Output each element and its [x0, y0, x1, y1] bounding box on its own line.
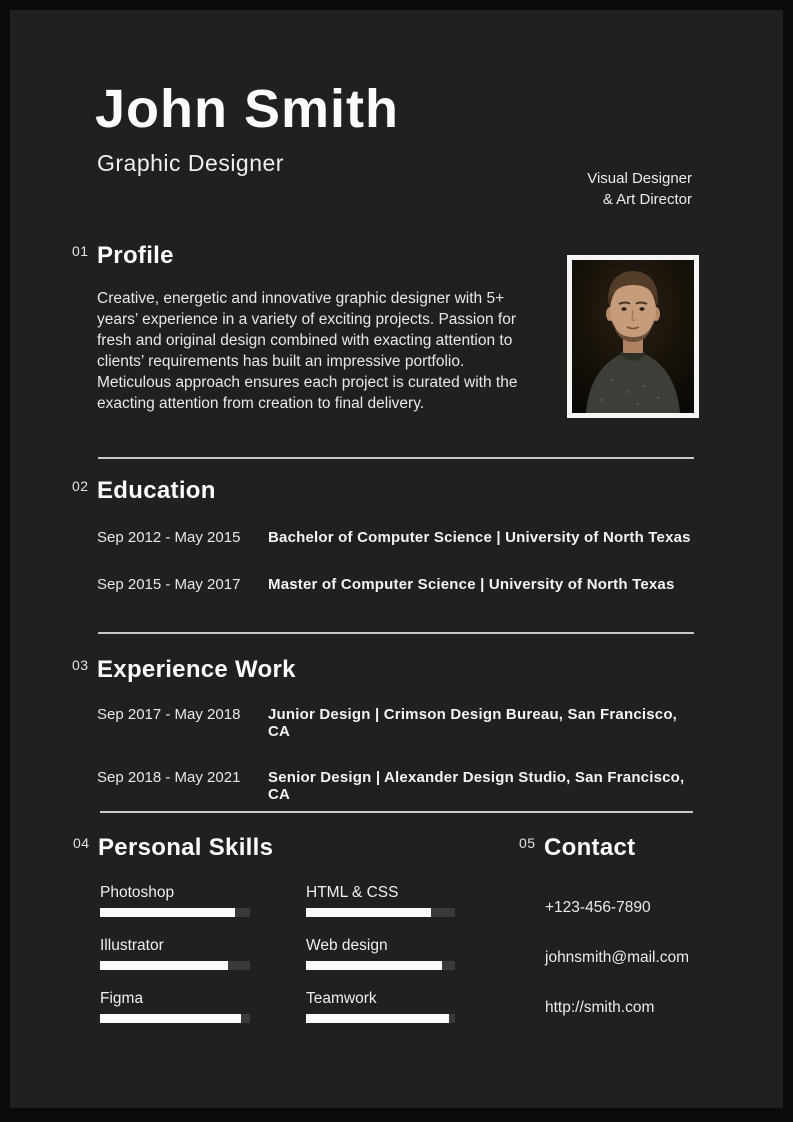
contact-list [545, 899, 689, 1049]
education-date: Sep 2012 - May 2015 [97, 529, 241, 546]
skill-bar-fill [100, 908, 235, 917]
skill-bar-fill [306, 1014, 449, 1023]
education-description: Master of Computer Science | University of North Texas [268, 576, 675, 593]
section-skills-heading [73, 834, 273, 862]
skill-item [306, 937, 455, 970]
skill-item [100, 884, 250, 917]
portrait-illustration [572, 260, 694, 413]
skill-bar-fill [306, 961, 442, 970]
education-row [97, 576, 697, 593]
skill-bar-fill [100, 961, 228, 970]
person-name: John Smith [95, 79, 399, 139]
skills-column-right [306, 884, 455, 1043]
tagline [587, 168, 692, 210]
experience-date: Sep 2017 - May 2018 [97, 706, 241, 723]
tagline-line-1: Visual Designer [587, 170, 692, 187]
education-description: Bachelor of Computer Science | University of North Texas [268, 529, 691, 546]
experience-row [97, 769, 697, 803]
skill-label: Figma [100, 990, 144, 1007]
section-title: Education [97, 477, 216, 504]
skill-bar-track [100, 961, 250, 970]
education-row [97, 529, 697, 546]
section-experience-heading [72, 656, 296, 684]
skill-bar-track [306, 961, 455, 970]
section-number: 03 [72, 657, 89, 673]
skill-label: Web design [306, 937, 388, 954]
skill-bar-fill [100, 1014, 241, 1023]
skill-label: HTML & CSS [306, 884, 399, 901]
skills-grid [100, 884, 456, 1043]
skill-label: Teamwork [306, 990, 377, 1007]
skill-bar-track [100, 1014, 250, 1023]
education-date: Sep 2015 - May 2017 [97, 576, 241, 593]
person-role: Graphic Designer [97, 150, 284, 176]
section-number: 04 [73, 835, 90, 851]
experience-description: Junior Design | Crimson Design Bureau, San Francisco, CA [268, 706, 678, 740]
experience-row [97, 706, 697, 740]
section-divider [98, 457, 694, 459]
section-title: Profile [97, 242, 174, 269]
contact-email: johnsmith@mail.com [545, 949, 690, 966]
experience-date: Sep 2018 - May 2021 [97, 769, 241, 786]
section-title: Experience Work [97, 656, 296, 683]
section-divider [100, 811, 693, 813]
education-rows [97, 529, 697, 623]
skill-item [100, 990, 250, 1023]
experience-rows [97, 706, 697, 833]
profile-summary-text: Creative, energetic and innovative graphic designer with 5+ years’ experience in a variety of exciting projects. Passion for fresh and original design combined with exacting attention to clients’ requirements has built an impressive portfolio. Meticulous approach ensures each project is curated with the exacting attention from creation to final delivery. [97, 290, 518, 412]
skill-label: Photoshop [100, 884, 175, 901]
section-title: Personal Skills [98, 834, 274, 861]
skill-label: Illustrator [100, 937, 164, 954]
section-number: 01 [72, 243, 89, 259]
skill-item [306, 884, 455, 917]
section-title: Contact [544, 834, 636, 861]
skill-bar-track [306, 908, 455, 917]
section-profile-heading [72, 242, 174, 270]
skills-column-left [100, 884, 250, 1043]
section-education-heading [72, 477, 216, 505]
skill-bar-fill [306, 908, 431, 917]
contact-website: http://smith.com [545, 999, 655, 1016]
section-number: 05 [519, 835, 536, 851]
experience-description: Senior Design | Alexander Design Studio, San Francisco, CA [268, 769, 685, 803]
tagline-line-2: & Art Director [602, 191, 692, 208]
skill-bar-track [306, 1014, 455, 1023]
contact-phone: +123-456-7890 [545, 899, 651, 916]
skill-item [306, 990, 455, 1023]
profile-photo [567, 255, 699, 418]
section-contact-heading [519, 834, 635, 862]
skill-item [100, 937, 250, 970]
section-divider [98, 632, 694, 634]
skill-bar-track [100, 908, 250, 917]
section-number: 02 [72, 478, 89, 494]
